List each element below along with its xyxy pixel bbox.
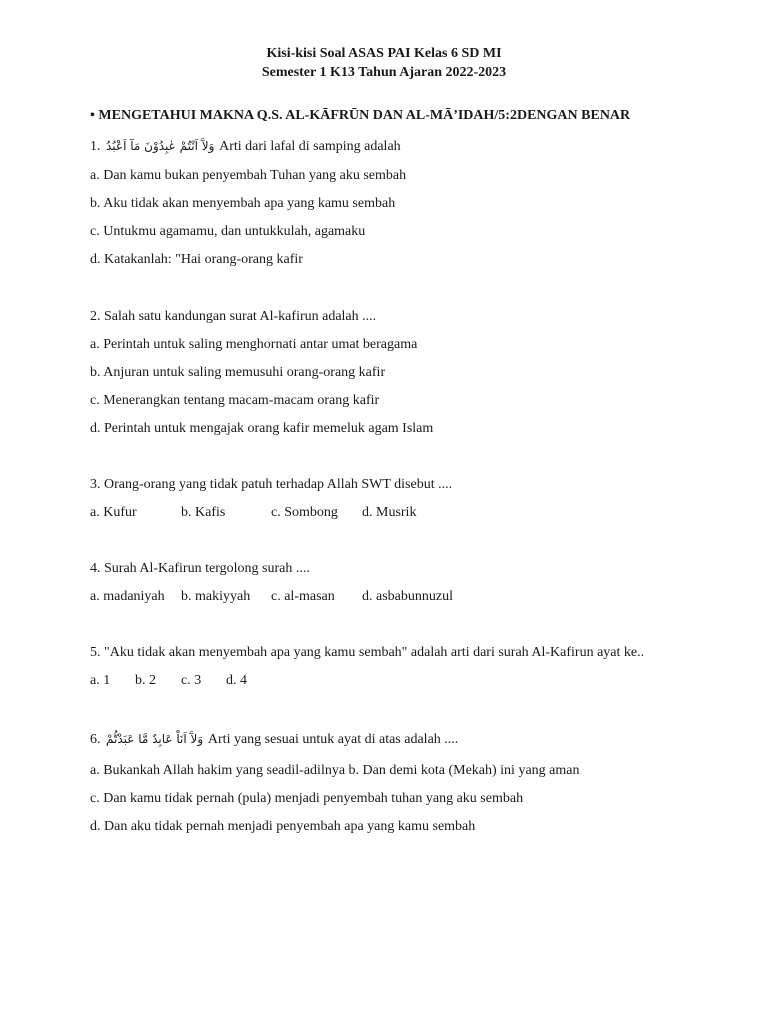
question-4-option-b: b. makiyyah [181, 589, 251, 604]
question-3-option-a: a. Kufur [90, 505, 137, 520]
question-2-option-d: d. Perintah untuk mengajak orang kafir memeluk agam Islam [90, 421, 434, 436]
question-2-option-a: a. Perintah untuk saling menghornati antar umat beragama [90, 337, 418, 352]
question-1-option-c: c. Untukmu agamamu, dan untukkulah, agamaku [90, 224, 366, 239]
question-5: 5. "Aku tidak akan menyembah apa yang kamu sembah" adalah arti dari surah Al-Kafirun ayat ke.. [90, 645, 645, 660]
question-6-option-d: d. Dan aku tidak pernah menjadi penyembah apa yang kamu sembah [90, 819, 476, 834]
question-5-option-c: c. 3 [181, 673, 202, 688]
question-6-number: 6. [90, 732, 101, 747]
question-1-option-a: a. Dan kamu bukan penyembah Tuhan yang aku sembah [90, 168, 407, 183]
question-2-option-c: c. Menerangkan tentang macam-macam orang kafir [90, 393, 380, 408]
question-5-option-b: b. 2 [135, 673, 156, 688]
question-6 [90, 730, 458, 749]
question-3-option-b: b. Kafis [181, 505, 226, 520]
question-3-option-d: d. Musrik [362, 505, 417, 520]
question-1-text: Arti dari lafal di samping adalah [219, 139, 401, 154]
question-4-option-d: d. asbabunnuzul [362, 589, 453, 604]
section-heading: • MENGETAHUI MAKNA Q.S. AL-KĀFRŪN DAN AL-MĀ’IDAH/5:2DENGAN BENAR [90, 108, 631, 123]
question-4-option-a: a. madaniyah [90, 589, 165, 604]
document-subtitle: Semester 1 K13 Tahun Ajaran 2022-2023 [261, 65, 507, 80]
document-title: Kisi-kisi Soal ASAS PAI Kelas 6 SD MI [266, 46, 502, 61]
question-6-text: Arti yang sesuai untuk ayat di atas adalah .... [207, 732, 459, 747]
question-5-option-a: a. 1 [90, 673, 111, 688]
question-1-option-d: d. Katakanlah: "Hai orang-orang kafir [90, 252, 303, 267]
question-4: 4. Surah Al-Kafirun tergolong surah .... [90, 561, 310, 576]
question-1 [90, 137, 401, 156]
question-1-number: 1. [90, 139, 101, 154]
question-3-option-c: c. Sombong [271, 505, 338, 520]
question-2-option-b: b. Anjuran untuk saling memusuhi orang-orang kafir [90, 365, 386, 380]
question-6-option-c: c. Dan kamu tidak pernah (pula) menjadi penyembah tuhan yang aku sembah [90, 791, 524, 806]
question-6-arabic: وَلآَ اَنَاْ عَابِدٌ مَّا عَبَدْتُّمْ [106, 732, 204, 746]
question-2: 2. Salah satu kandungan surat Al-kafirun adalah .... [90, 309, 377, 324]
question-1-arabic: وَلآَ اَنْتُمْ عٰبِدُوْنَ مَآ اَعْبُدُ [106, 139, 215, 153]
question-4-option-c: c. al-masan [271, 589, 335, 604]
question-6-option-a: a. Bukankah Allah hakim yang seadil-adilnya b. Dan demi kota (Mekah) ini yang aman [90, 763, 580, 778]
question-1-option-b: b. Aku tidak akan menyembah apa yang kamu sembah [90, 196, 396, 211]
question-3: 3. Orang-orang yang tidak patuh terhadap Allah SWT disebut .... [90, 477, 453, 492]
question-5-option-d: d. 4 [226, 673, 247, 688]
